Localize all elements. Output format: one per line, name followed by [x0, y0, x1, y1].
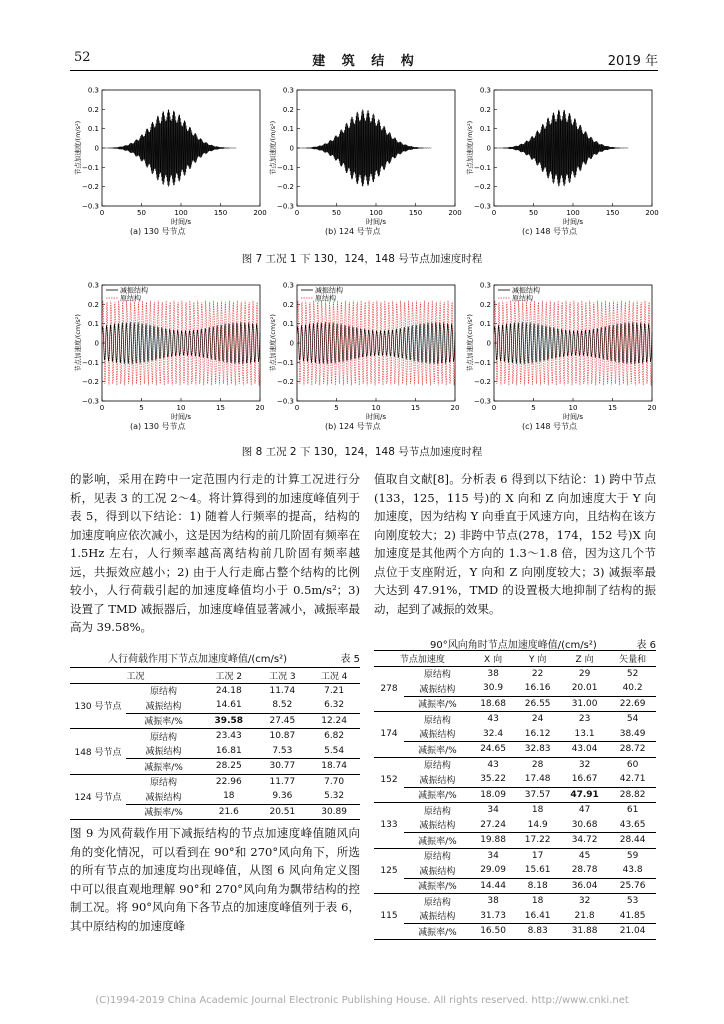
table-cell: 34.72 — [560, 833, 609, 849]
x-axis-label: 时间/s — [365, 413, 387, 421]
table-row — [374, 787, 656, 803]
x-tick-label: 20 — [255, 404, 265, 412]
table-cell: 12.24 — [308, 713, 360, 729]
table-row — [374, 757, 656, 772]
table-cell: 28.44 — [609, 833, 656, 849]
table-cell: 18 — [531, 896, 544, 907]
table-row — [374, 894, 656, 909]
table-row — [374, 772, 656, 787]
table-cell: 10.87 — [269, 731, 296, 742]
row-label: 减振率/% — [126, 759, 201, 775]
table-cell: 7.53 — [272, 745, 293, 756]
table-header-cell: X 向 — [471, 651, 516, 667]
y-tick-label: −0.2 — [474, 183, 491, 192]
table-row — [70, 683, 360, 698]
table-cell: 30.77 — [256, 759, 308, 775]
x-tick-label: 50 — [137, 209, 146, 217]
row-label: 原结构 — [423, 897, 451, 908]
table-cell: 28.25 — [201, 759, 256, 775]
table-header-cell: 节点加速度 — [374, 651, 471, 667]
table-cell: 60 — [626, 759, 639, 770]
table-row — [374, 666, 656, 681]
table-cell: 8.83 — [515, 924, 560, 940]
node-label: 148 号节点 — [70, 729, 126, 775]
x-tick-label: 20 — [450, 404, 460, 412]
x-tick-label: 0 — [294, 404, 300, 412]
y-axis-label: 节点加速度/(m/s²) — [74, 120, 82, 176]
table-cell: 43.8 — [622, 865, 643, 876]
table-header-cell: 工况 4 — [308, 668, 360, 684]
original-structure-trace — [494, 301, 652, 386]
x-tick-label: 15 — [608, 404, 617, 412]
table-cell: 6.32 — [324, 700, 345, 711]
table-cell: 18.09 — [471, 787, 516, 803]
node-label: 278 — [374, 666, 404, 712]
x-tick-label: 10 — [176, 404, 186, 412]
y-axis-label: 节点加速度/(cm/s²) — [466, 314, 474, 372]
y-tick-label: 0 — [94, 144, 99, 153]
y-axis-label: 节点加速度/(cm/s²) — [269, 314, 277, 372]
table-cell: 18.74 — [308, 759, 360, 775]
table-cell: 47 — [578, 805, 591, 816]
y-tick-label: −0.3 — [277, 397, 294, 406]
row-label: 减振结构 — [419, 912, 456, 923]
y-tick-label: −0.1 — [277, 358, 294, 367]
header-rule — [70, 70, 658, 71]
table-cell: 22.69 — [609, 696, 656, 712]
table-row — [374, 727, 656, 742]
table-cell: 30.89 — [308, 804, 360, 820]
journal-title: 建 筑 结 构 — [312, 54, 420, 69]
y-tick-label: −0.3 — [474, 397, 491, 406]
row-label: 减振率/% — [404, 833, 471, 849]
table-row — [374, 848, 656, 863]
row-label: 原结构 — [150, 687, 178, 698]
x-tick-label: 50 — [332, 209, 341, 217]
table-row — [374, 924, 656, 940]
x-tick-label: 0 — [491, 404, 497, 412]
table-cell: 24 — [531, 714, 544, 725]
table-header-cell: 工况 3 — [256, 668, 308, 684]
row-label: 减振结构 — [419, 684, 456, 695]
table-cell: 32 — [578, 896, 591, 907]
row-label: 原结构 — [423, 670, 451, 681]
table-cell: 18.68 — [471, 696, 516, 712]
y-tick-label: 0.2 — [479, 300, 491, 309]
x-tick-label: 150 — [605, 209, 620, 217]
table-cell: 15.61 — [524, 865, 551, 876]
table-row — [374, 681, 656, 696]
row-label: 原结构 — [423, 761, 451, 772]
y-tick-label: 0.1 — [87, 125, 99, 134]
plot-panel-3 — [462, 273, 662, 423]
x-tick-label: 100 — [369, 209, 383, 217]
y-tick-label: 0 — [289, 339, 294, 348]
legend-original-label: 原结构 — [512, 294, 533, 303]
node-label: 133 — [374, 803, 404, 849]
y-tick-label: −0.1 — [474, 163, 491, 172]
table-cell: 16.16 — [524, 683, 551, 694]
x-tick-label: 10 — [371, 404, 381, 412]
y-tick-label: 0 — [486, 144, 491, 153]
table-cell: 59 — [626, 850, 639, 861]
y-tick-label: −0.2 — [82, 183, 99, 192]
table-cell: 21.8 — [574, 910, 595, 921]
x-tick-label: 15 — [411, 404, 420, 412]
table-row — [374, 818, 656, 833]
y-tick-label: −0.2 — [277, 183, 294, 192]
x-tick-label: 150 — [408, 209, 423, 217]
table-cell: 38 — [487, 896, 499, 907]
table-cell: 17.48 — [524, 774, 551, 785]
table-row — [374, 712, 656, 727]
table-cell: 9.36 — [272, 791, 293, 802]
table-5 — [70, 667, 360, 820]
table-cell: 5.54 — [324, 745, 345, 756]
table-cell: 14.44 — [471, 878, 516, 894]
table-cell: 11.77 — [269, 776, 296, 787]
plot-panel-2 — [265, 273, 465, 423]
table-cell: 31.73 — [480, 910, 506, 921]
x-tick-label: 5 — [139, 404, 144, 412]
legend-damped-label: 减振结构 — [512, 286, 540, 295]
row-label: 原结构 — [423, 715, 451, 726]
subfigure-caption: (c) 148 号节点 — [522, 422, 577, 431]
plot-panel-1 — [70, 273, 270, 423]
x-axis-label: 时间/s — [365, 218, 387, 226]
plot-panel-1 — [70, 78, 270, 228]
table-cell: 13.1 — [574, 728, 595, 739]
y-tick-label: −0.1 — [82, 358, 99, 367]
acceleration-trace — [494, 110, 628, 187]
x-tick-label: 0 — [99, 209, 105, 217]
table-cell: 42.71 — [619, 774, 646, 785]
y-tick-label: 0.3 — [479, 86, 491, 95]
x-tick-label: 5 — [531, 404, 536, 412]
table-cell: 38.49 — [619, 728, 646, 739]
table-cell: 8.18 — [515, 878, 560, 894]
y-axis-label: 节点加速度/(m/s²) — [466, 120, 474, 176]
table-cell: 20.01 — [571, 683, 598, 694]
table-cell: 21.6 — [201, 804, 256, 820]
table-cell: 18 — [531, 805, 544, 816]
table-cell: 16.50 — [471, 924, 516, 940]
x-tick-label: 5 — [334, 404, 339, 412]
table-cell: 32.4 — [483, 728, 504, 739]
table-cell: 11.74 — [269, 685, 296, 696]
x-tick-label: 0 — [294, 209, 300, 217]
row-label: 减振结构 — [145, 747, 182, 758]
table-cell: 32.83 — [515, 742, 560, 758]
table-cell: 8.52 — [272, 700, 293, 711]
row-label: 减振结构 — [419, 821, 456, 832]
y-tick-label: 0 — [289, 144, 294, 153]
row-label: 减振率/% — [404, 787, 471, 803]
table-cell: 28.82 — [609, 787, 656, 803]
y-tick-label: −0.2 — [474, 378, 491, 387]
y-tick-label: 0.1 — [479, 320, 491, 329]
table-6-caption — [430, 636, 656, 651]
table-cell: 54 — [626, 714, 639, 725]
table-cell: 30.9 — [483, 683, 504, 694]
y-axis-label: 节点加速度/(cm/s²) — [74, 314, 82, 372]
right-paragraph-1: 值取自文献[8]。分析表 6 得到以下结论：1) 跨中节点(133，125，115 号)的 X 向和 Z 向加速度大于 Y 向加速度，因为结构 Y 向垂直于风速方向，且结构在该方向刚度较大；2) 非跨中节点(278，174，152 号)X 向加速度是其他两个方向的 1.3～1.8 倍，因为这几个节点位于支座附近，Y 向和 Z 向刚度较大；3) 减振率最大达到 47.91%，TMD 的设置极大地抑制了结构的振动，起到了减振的效果。 — [374, 472, 656, 616]
y-tick-label: 0.1 — [87, 320, 99, 329]
table-cell: 26.55 — [515, 696, 560, 712]
figure-8-caption: 图 8 工况 2 下 130，124，148 号节点加速度时程 — [241, 446, 483, 458]
y-tick-label: 0.2 — [479, 105, 491, 114]
row-label: 原结构 — [150, 732, 178, 743]
table-cell: 47.91 — [560, 787, 609, 803]
table-cell: 16.41 — [524, 910, 551, 921]
table-cell: 29 — [578, 668, 591, 679]
table-cell: 34 — [487, 805, 499, 816]
x-axis-label: 时间/s — [562, 413, 584, 421]
y-tick-label: 0.3 — [282, 281, 294, 290]
original-structure-trace — [297, 301, 455, 386]
row-label: 减振结构 — [145, 701, 182, 712]
table-cell: 20.51 — [256, 804, 308, 820]
table-cell: 29.09 — [480, 865, 506, 876]
table-cell: 52 — [626, 668, 639, 679]
table-cell: 24.65 — [471, 742, 516, 758]
table-cell: 17 — [531, 850, 544, 861]
figure-7-caption: 图 7 工况 1 下 130，124，148 号节点加速度时程 — [241, 253, 483, 265]
y-tick-label: 0.2 — [87, 105, 99, 114]
table-cell: 41.85 — [619, 910, 646, 921]
table-cell: 22 — [531, 668, 544, 679]
table-6-title: 90°风向角时节点加速度峰值/(cm/s²) — [430, 640, 597, 651]
table-row — [374, 909, 656, 924]
table-5-number: 表 5 — [340, 654, 360, 665]
table-cell: 6.82 — [324, 731, 345, 742]
table-cell: 34 — [487, 850, 499, 861]
x-tick-label: 100 — [174, 209, 188, 217]
table-cell: 21.04 — [609, 924, 656, 940]
table-cell: 31.88 — [560, 924, 609, 940]
x-tick-label: 200 — [645, 209, 659, 217]
table-cell: 43.65 — [619, 819, 646, 830]
row-label: 减振率/% — [404, 742, 471, 758]
row-label: 减振结构 — [419, 866, 456, 877]
left-paragraph-1: 的影响，采用在跨中一定范围内行走的计算工况进行分析，见表 3 的工况 2～4。将计算得到的加速度峰值列于表 5，得到以下结论：1) 随着人行频率的提高，结构的加速度响应依次减小，这是因为结构的前几阶固有频率在 1.5Hz 左右，人行频率越高离结构前几阶固有频率越远，共振效应越小；2) 由于人行走廊占整个结构的比例较小，人行荷载引起的加速度峰值均小于 0.5m/s²；3) 设置了 TMD 减振器后，加速度峰值显著减小，减振率最高为 39.58%。 — [70, 472, 360, 634]
x-tick-label: 0 — [99, 404, 105, 412]
node-label: 174 — [374, 712, 404, 758]
table-cell: 14.9 — [527, 819, 548, 830]
table-cell: 40.2 — [622, 683, 643, 694]
y-tick-label: 0.3 — [87, 281, 99, 290]
table-cell: 61 — [626, 805, 639, 816]
row-label: 减振结构 — [419, 775, 456, 786]
table-cell: 30.68 — [571, 819, 598, 830]
node-label: 125 — [374, 848, 404, 894]
node-label: 130 号节点 — [70, 683, 126, 729]
y-tick-label: 0.3 — [87, 86, 99, 95]
x-tick-label: 150 — [213, 209, 228, 217]
table-cell: 28.78 — [571, 865, 598, 876]
y-tick-label: 0.3 — [479, 281, 491, 290]
y-tick-label: 0 — [94, 339, 99, 348]
row-label: 原结构 — [150, 778, 178, 789]
subfigure-caption: (b) 124 号节点 — [325, 422, 381, 431]
table-cell: 5.32 — [324, 791, 345, 802]
table-cell: 43 — [487, 714, 499, 725]
subfigure-caption: (a) 130 号节点 — [130, 227, 186, 236]
y-tick-label: 0.2 — [282, 105, 294, 114]
table-cell: 36.04 — [560, 878, 609, 894]
table-cell: 28 — [531, 759, 544, 770]
table-cell: 22.96 — [215, 776, 242, 787]
row-label: 减振率/% — [126, 713, 201, 729]
x-tick-label: 10 — [568, 404, 578, 412]
y-axis-label: 节点加速度/(m/s²) — [269, 120, 277, 176]
table-cell: 37.57 — [515, 787, 560, 803]
acceleration-trace — [297, 110, 431, 187]
table-row — [374, 803, 656, 818]
table-cell: 19.88 — [471, 833, 516, 849]
table-row — [374, 696, 656, 712]
table-row — [70, 729, 360, 744]
table-5-caption — [108, 650, 360, 665]
legend-original-label: 原结构 — [315, 294, 336, 303]
table-cell: 16.12 — [524, 728, 551, 739]
table-cell: 45 — [578, 850, 591, 861]
table-header-row — [70, 668, 360, 684]
table-header-cell: Y 向 — [515, 651, 560, 667]
table-cell: 28.72 — [609, 742, 656, 758]
y-tick-label: −0.3 — [82, 202, 99, 211]
table-cell: 23 — [578, 714, 591, 725]
node-label: 152 — [374, 757, 404, 803]
left-paragraph-2: 图 9 为风荷载作用下减振结构的节点加速度峰值随风向角的变化情况，可以看到在 90°和 270°风向角下，所选的所有节点的加速度均出现峰值，从图 6 风向角定义图中可以很直观地理解 90°和 270°风向角为飘带结构的控制工况。将 90°风向角下各节点的加速度峰值列于表 6，其中原结构的加速度峰 — [70, 826, 360, 933]
table-header-row — [374, 651, 656, 667]
table-row — [374, 742, 656, 758]
y-tick-label: −0.1 — [474, 358, 491, 367]
table-cell: 27.24 — [480, 819, 506, 830]
table-cell: 53 — [626, 896, 639, 907]
table-cell: 31.00 — [560, 696, 609, 712]
x-axis-label: 时间/s — [562, 218, 584, 226]
table-cell: 27.45 — [256, 713, 308, 729]
y-tick-label: −0.2 — [277, 378, 294, 387]
row-label: 原结构 — [423, 806, 451, 817]
table-cell: 14.61 — [215, 700, 242, 711]
page-header — [74, 50, 658, 70]
subfigure-caption: (a) 130 号节点 — [130, 422, 186, 431]
y-tick-label: −0.3 — [277, 202, 294, 211]
subfigure-caption: (b) 124 号节点 — [325, 227, 381, 236]
node-label: 115 — [374, 894, 404, 940]
row-label: 减振结构 — [145, 792, 182, 803]
x-tick-label: 200 — [253, 209, 267, 217]
subfigure-caption: (c) 148 号节点 — [522, 227, 577, 236]
acceleration-trace — [102, 110, 236, 187]
x-tick-label: 200 — [448, 209, 462, 217]
table-cell: 43 — [487, 759, 499, 770]
row-label: 减振率/% — [404, 924, 471, 940]
node-label: 124 号节点 — [70, 774, 126, 820]
table-row — [374, 863, 656, 878]
row-label: 原结构 — [423, 852, 451, 863]
table-header-cell: 工况 — [70, 668, 201, 684]
x-axis-label: 时间/s — [170, 413, 192, 421]
table-cell: 18 — [223, 791, 235, 802]
x-axis-label: 时间/s — [170, 218, 192, 226]
y-tick-label: 0.1 — [282, 125, 294, 134]
table-cell: 32 — [578, 759, 591, 770]
table-cell: 35.22 — [480, 774, 506, 785]
table-header-cell: Z 向 — [560, 651, 609, 667]
x-tick-label: 20 — [647, 404, 657, 412]
y-tick-label: −0.1 — [82, 163, 99, 172]
y-tick-label: 0.1 — [282, 320, 294, 329]
table-row — [374, 833, 656, 849]
y-tick-label: −0.3 — [474, 202, 491, 211]
y-tick-label: 0 — [486, 339, 491, 348]
plot-panel-2 — [265, 78, 465, 228]
row-label: 减振率/% — [126, 804, 201, 820]
table-cell: 16.81 — [215, 745, 242, 756]
row-label: 减振率/% — [404, 696, 471, 712]
plot-panel-3 — [462, 78, 662, 228]
x-tick-label: 50 — [529, 209, 538, 217]
x-tick-label: 0 — [491, 209, 497, 217]
table-cell: 16.67 — [571, 774, 598, 785]
table-header-cell: 工况 2 — [201, 668, 256, 684]
table-cell: 7.21 — [324, 685, 345, 696]
y-tick-label: 0.2 — [87, 300, 99, 309]
y-tick-label: −0.3 — [82, 397, 99, 406]
x-tick-label: 15 — [216, 404, 225, 412]
y-tick-label: 0.3 — [282, 86, 294, 95]
table-row — [70, 774, 360, 789]
table-6 — [374, 650, 656, 940]
table-cell: 43.04 — [560, 742, 609, 758]
table-cell: 23.43 — [215, 731, 242, 742]
row-label: 减振率/% — [404, 878, 471, 894]
table-cell: 24.18 — [215, 685, 242, 696]
page-number: 52 — [74, 50, 91, 65]
row-label: 减振结构 — [419, 730, 456, 741]
table-cell: 39.58 — [201, 713, 256, 729]
y-tick-label: −0.1 — [277, 163, 294, 172]
table-5-title: 人行荷载作用下节点加速度峰值/(cm/s²) — [108, 654, 287, 665]
x-tick-label: 100 — [566, 209, 580, 217]
table-cell: 7.70 — [324, 776, 345, 787]
table-cell: 38 — [487, 668, 499, 679]
table-header-cell: 矢量和 — [609, 651, 656, 667]
year: 2019 年 — [607, 54, 658, 69]
legend-original-label: 原结构 — [120, 294, 141, 303]
original-structure-trace — [102, 301, 260, 386]
copyright-footer: (C)1994-2019 China Academic Journal Electronic Publishing House. All rights reserved. http://www.cnki.net — [95, 995, 629, 1006]
table-6-number: 表 6 — [636, 640, 656, 651]
y-tick-label: 0.1 — [479, 125, 491, 134]
legend-damped-label: 减振结构 — [120, 286, 148, 295]
y-tick-label: −0.2 — [82, 378, 99, 387]
table-cell: 17.22 — [515, 833, 560, 849]
table-row — [374, 878, 656, 894]
table-cell: 25.76 — [609, 878, 656, 894]
legend-damped-label: 减振结构 — [315, 286, 343, 295]
y-tick-label: 0.2 — [282, 300, 294, 309]
